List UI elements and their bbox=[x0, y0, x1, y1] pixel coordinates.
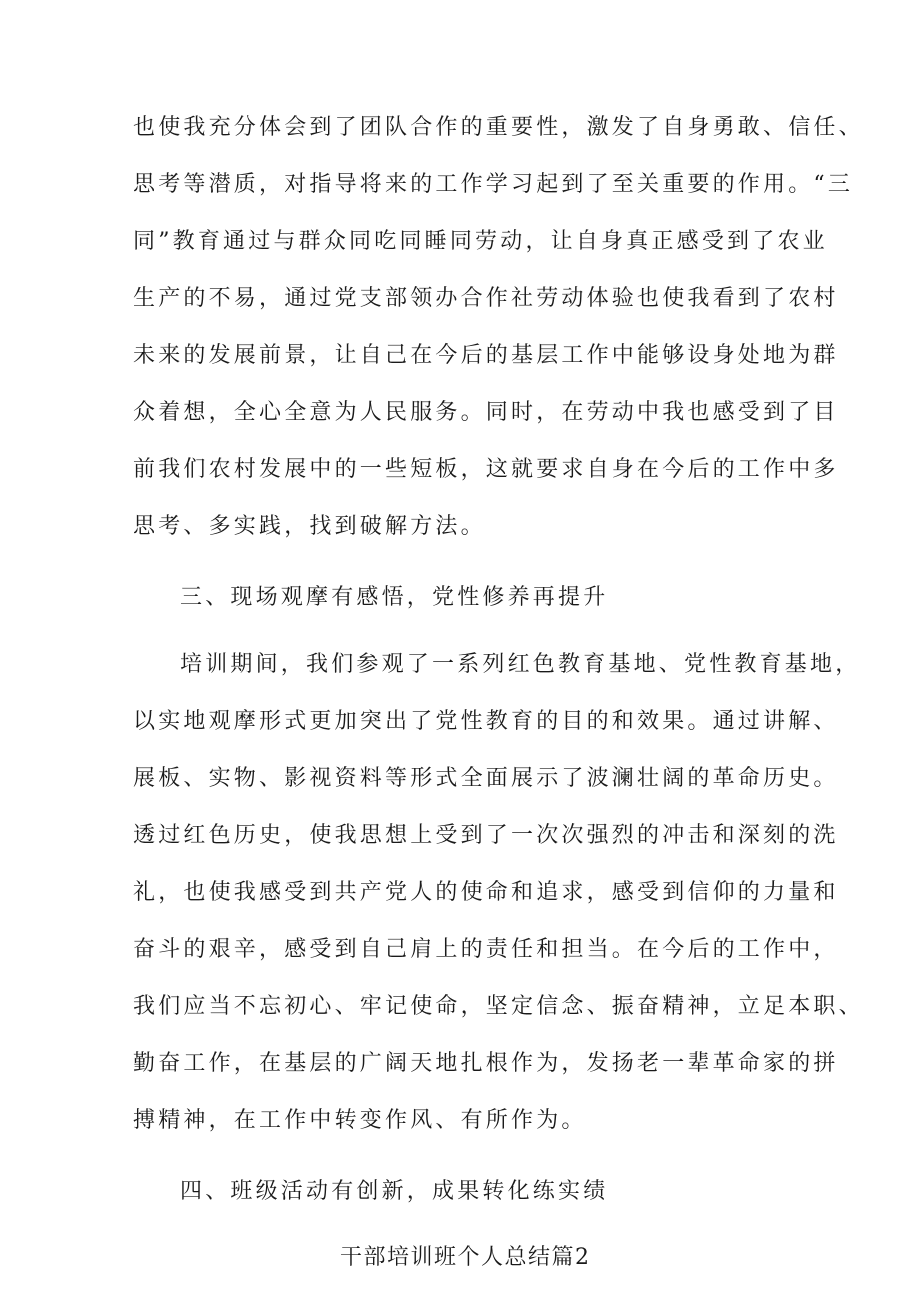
paragraph-1-line: 思考等潜质，对指导将来的工作学习起到了至关重要的作用。“三 bbox=[133, 172, 854, 197]
paragraph-1-line: 也使我充分体会到了团队合作的重要性，激发了自身勇敢、信任、 bbox=[133, 115, 864, 140]
paragraph-2-line: 展板、实物、影视资料等形式全面展示了波澜壮阔的革命历史。 bbox=[133, 766, 839, 791]
paragraph-2-line: 培训期间，我们参观了一系列红色教育基地、党性教育基地， bbox=[180, 652, 861, 677]
paragraph-1-line: 同”教育通过与群众同吃同睡同劳动，让自身真正感受到了农业 bbox=[133, 229, 828, 254]
paragraph-1-line: 未来的发展前景，让自己在今后的基层工作中能够设身处地为群 bbox=[133, 343, 839, 368]
section-heading-3: 三、现场观摩有感悟，党性修养再提升 bbox=[180, 585, 609, 610]
next-article-title: 干部培训班个人总结篇2 bbox=[340, 1245, 591, 1270]
paragraph-1-line: 生产的不易，通过党支部领办合作社劳动体验也使我看到了农村 bbox=[133, 286, 839, 311]
paragraph-2-line: 我们应当不忘初心、牢记使命，坚定信念、振奋精神，立足本职、 bbox=[133, 994, 864, 1019]
paragraph-2-line: 勤奋工作，在基层的广阔天地扎根作为，发扬老一辈革命家的拼 bbox=[133, 1051, 839, 1076]
paragraph-1-line: 前我们农村发展中的一些短板，这就要求自身在今后的工作中多 bbox=[133, 457, 839, 482]
paragraph-2-line: 奋斗的艰辛，感受到自己肩上的责任和担当。在今后的工作中， bbox=[133, 937, 839, 962]
section-heading-4: 四、班级活动有创新，成果转化练实绩 bbox=[180, 1179, 609, 1204]
paragraph-2-line: 透过红色历史，使我思想上受到了一次次强烈的冲击和深刻的洗 bbox=[133, 823, 839, 848]
paragraph-2-line: 以实地观摩形式更加突出了党性教育的目的和效果。通过讲解、 bbox=[133, 709, 839, 734]
paragraph-2-line: 礼，也使我感受到共产党人的使命和追求，感受到信仰的力量和 bbox=[133, 880, 839, 905]
paragraph-1-line: 思考、多实践，找到破解方法。 bbox=[133, 514, 486, 539]
paragraph-2-line: 搏精神，在工作中转变作风、有所作为。 bbox=[133, 1108, 587, 1133]
paragraph-1-line: 众着想，全心全意为人民服务。同时，在劳动中我也感受到了目 bbox=[133, 400, 839, 425]
